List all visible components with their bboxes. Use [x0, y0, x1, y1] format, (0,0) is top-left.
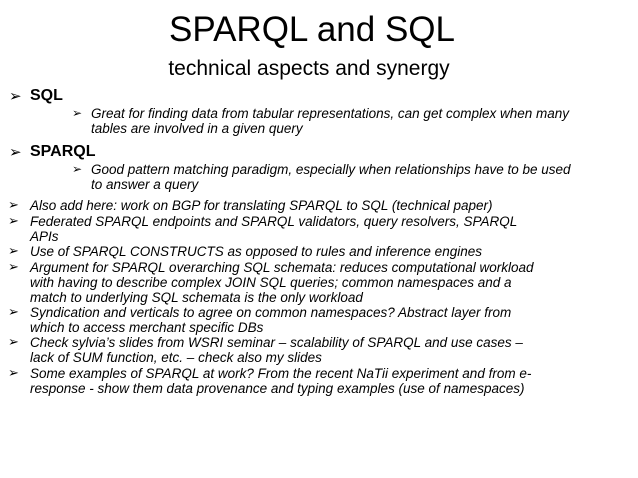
arrow-bullet-icon: ➢ [8, 366, 19, 381]
bullet-text-line: response - show them data provenance and typing examples (use of namespaces) [30, 381, 525, 396]
slide-title: SPARQL and SQL [169, 10, 455, 49]
bullet-text [30, 87, 63, 105]
bullet-text-line: with having to describe complex JOIN SQL queries; common namespaces and a [30, 275, 512, 290]
bullet-text [30, 214, 517, 244]
bullet-text [30, 335, 523, 365]
arrow-bullet-icon: ➢ [8, 305, 19, 320]
arrow-bullet-icon: ➢ [72, 162, 83, 176]
bullet-text-line: match to underlying SQL schemata is the only workload [30, 290, 363, 305]
bullet-text-line: tables are involved in a given query [91, 121, 303, 136]
bullet-text-line: Check sylvia’s slides from WSRI seminar – scalability of SPARQL and use cases – [30, 335, 523, 350]
arrow-bullet-icon: ➢ [8, 260, 19, 275]
bullet-text [30, 366, 531, 396]
bullet-text-line: Syndication and verticals to agree on common namespaces? Abstract layer from [30, 305, 512, 320]
arrow-bullet-icon: ➢ [8, 214, 19, 229]
bullet-text-line: Also add here: work on BGP for translating SPARQL to SQL (technical paper) [30, 198, 493, 213]
bullet-text-line: Federated SPARQL endpoints and SPARQL validators, query resolvers, SPARQL [30, 214, 518, 229]
bullet-text-line: Good pattern matching paradigm, especially when relationships have to be used [91, 162, 571, 177]
bullet-text [30, 305, 511, 335]
bullet-text-line: lack of SUM function, etc. – check also my slides [30, 350, 322, 365]
arrow-bullet-icon: ➢ [9, 143, 22, 161]
bullet-text [30, 260, 534, 305]
bullet-text-line: Use of SPARQL CONSTRUCTS as opposed to rules and inference engines [30, 244, 482, 259]
arrow-bullet-icon: ➢ [9, 87, 22, 105]
bullet-text [91, 162, 571, 192]
arrow-bullet-icon: ➢ [8, 335, 19, 350]
bullet-text [30, 244, 482, 259]
bullet-text [30, 143, 95, 161]
arrow-bullet-icon: ➢ [8, 244, 19, 259]
bullet-text-line: to answer a query [91, 177, 199, 192]
bullet-text-line: which to access merchant specific DBs [30, 320, 264, 335]
bullet-text-line: SPARQL [30, 143, 96, 160]
bullet-text-line: Great for finding data from tabular representations, can get complex when many [91, 106, 570, 121]
bullet-text [91, 106, 569, 136]
bullet-text-line: Argument for SPARQL overarching SQL schemata: reduces computational workload [30, 260, 534, 275]
arrow-bullet-icon: ➢ [72, 106, 83, 120]
slide-subtitle: technical aspects and synergy [168, 57, 450, 80]
bullet-text-line: SQL [30, 87, 63, 104]
bullet-text [30, 198, 493, 213]
bullet-text-line: APIs [30, 229, 59, 244]
bullet-text-line: Some examples of SPARQL at work? From the recent NaTii experiment and from e- [30, 366, 532, 381]
arrow-bullet-icon: ➢ [8, 198, 19, 213]
